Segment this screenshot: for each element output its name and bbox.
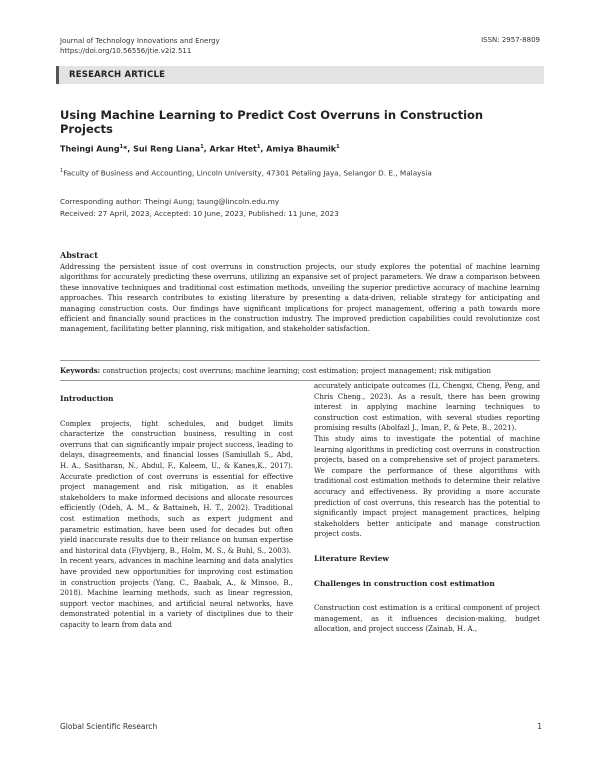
paragraph: Construction cost estimation is a critical component of project management, as it influences decision-making, budget allocation, and project success (Zainab, H. A.,	[314, 604, 540, 634]
author-affiliation-mark: 1	[119, 144, 124, 150]
journal-header	[60, 36, 220, 56]
left-column	[60, 394, 293, 630]
paragraph: Complex projects, tight schedules, and budget limits characterize the construction business, resulting in cost overruns that can significantly impair project success, leading to delays, disagreements, and financial losses (Samiullah S., Abd, H. A., Sasitharan, N., Abdul, F., Kaleem, U., & Kanes,K., 2017). Accurate prediction of cost overruns is essential for effective project management and risk mitigation, as it enables stakeholders to make informed decisions and allocate resources efficiently (Odeh, A. M., & Battaineh, H. T., 2002). Traditional cost estimation methods, such as expert judgment and parametric estimation, have been used for decades but often yield inaccurate results due to their reliance on human expertise and historical data (Flyvbjerg, B., Holm, M. S., & Buhl, S., 2003).	[60, 419, 293, 555]
article-type-banner	[56, 66, 544, 84]
author-list	[60, 144, 540, 154]
right-column	[314, 381, 540, 635]
abstract-heading: Abstract	[60, 250, 98, 260]
affiliation	[60, 168, 540, 177]
paragraph: This study aims to investigate the potential of machine learning algorithms in predicting cost overruns in construction projects, based on a comprehensive set of project parameters. We compare the performance of these algorithms with traditional cost estimation methods to determine their relative accuracy and effectiveness. By providing a more accurate prediction of cost overruns, this research has the potential to significantly impact project management practices, helping stakeholders better anticipate and manage construction project costs.	[314, 434, 540, 539]
keywords-label: Keywords:	[60, 366, 101, 375]
author-affiliation-mark: 1	[200, 144, 204, 150]
author-name: Arkar Htet	[209, 144, 257, 154]
keywords-line	[60, 366, 540, 375]
article-dates: Received: 27 April, 2023, Accepted: 10 June, 2023, Published: 11 June, 2023	[60, 208, 339, 218]
author-separator: ,	[203, 144, 210, 154]
paragraph: accurately anticipate outcomes (Li, Chengxi, Cheng, Peng, and Chris Cheng., 2023). As a result, there has been growing interest in applying machine learning techniques to construction cost estimation, with several studies reporting promising results (Abolfazl J., Iman, P., & Pete, B., 2021).	[314, 382, 540, 433]
journal-name: Journal of Technology Innovations and Energy	[60, 37, 220, 45]
author-name: Theingi Aung	[60, 144, 120, 154]
footer-publisher: Global Scientific Research	[60, 722, 158, 731]
paper-title: Using Machine Learning to Predict Cost Overruns in Construction Projects	[60, 108, 484, 136]
section-heading-literature-review: Literature Review	[314, 553, 389, 563]
doi-link[interactable]: https://doi.org/10.56556/jtie.v2i2.511	[60, 47, 192, 55]
issn: ISSN: 2957-8809	[481, 36, 540, 44]
affiliation-mark: 1	[60, 168, 64, 174]
author-name: Sui Reng Liana	[133, 144, 201, 154]
article-type-label: RESEARCH ARTICLE	[69, 70, 166, 80]
correspondence-block	[60, 196, 339, 219]
author-separator: *,	[123, 144, 134, 154]
divider	[60, 360, 540, 361]
author-affiliation-mark: 1	[256, 144, 261, 150]
keywords-text: construction projects; cost overruns; machine learning; cost estimation; project management; risk mitigation	[102, 367, 491, 375]
author-affiliation-mark: 1	[336, 144, 340, 150]
abstract-text: Addressing the persistent issue of cost overruns in construction projects, our study explores the potential of machine learning algorithms for accurately predicting these overruns, utilizing an expansive set of project parameters. We draw a comparison between these innovative techniques and traditional cost estimation methods, unveiling the superior predictive accuracy of machine learning approaches. This research contributes to existing literature by presenting a data-driven, reliable strategy for anticipating and managing construction costs. Our findings have significant implications for project management, offering a path towards more efficient and financially sound practices in the construction industry. The improved prediction capabilities could revolutionize cost management, facilitating better planning, risk mitigation, and stakeholder satisfaction.	[60, 263, 540, 334]
page-number: 1	[537, 722, 542, 731]
section-heading-introduction: Introduction	[60, 394, 114, 403]
affiliation-text: Faculty of Business and Accounting, Lincoln University, 47301 Petaling Jaya, Selangor D. E., Malaysia	[63, 168, 432, 178]
author-name: Amiya Bhaumik	[266, 144, 337, 154]
author-separator: ,	[260, 144, 267, 154]
subsection-heading: Challenges in construction cost estimation	[314, 578, 495, 588]
paragraph: In recent years, advances in machine learning and data analytics have provided new opportunities for improving cost estimation in construction projects (Yang, C., Baabak, A., & Minsoo, B., 2018). Machine learning methods, such as linear regression, support vector machines, and artificial neural networks, have demonstrated potential in a variety of disciplines due to their capacity to learn from data and	[60, 557, 293, 629]
corresponding-author: Corresponding author: Theingi Aung; taung@lincoln.edu.my	[60, 197, 280, 206]
